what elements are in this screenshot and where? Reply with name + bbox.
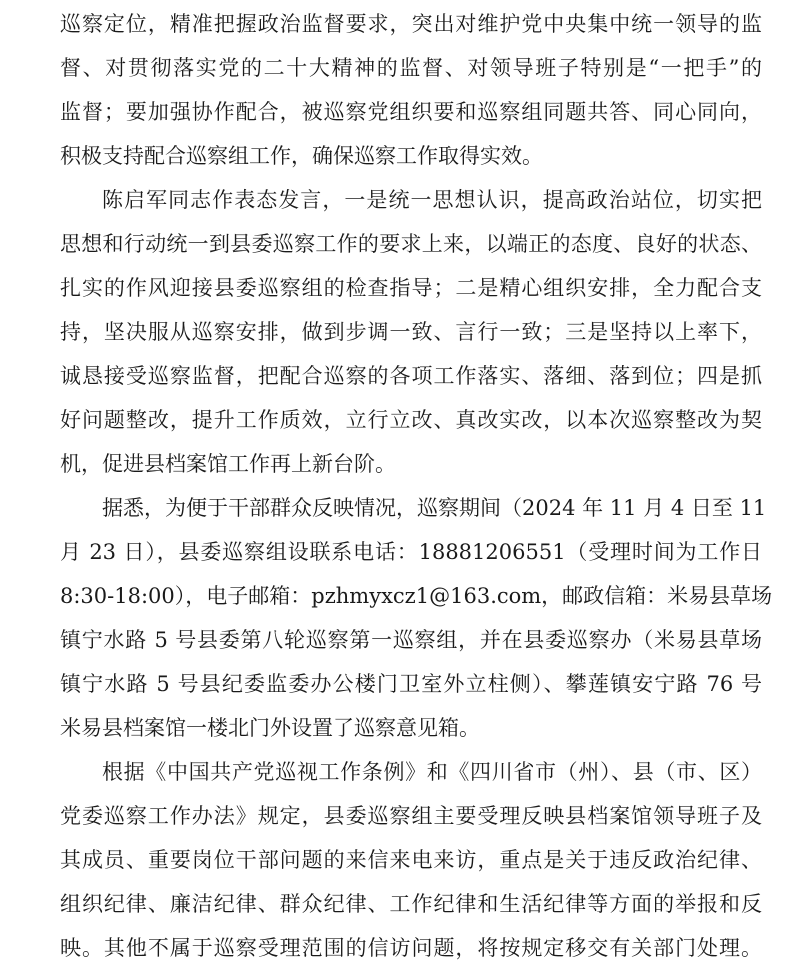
- paragraph-3-line-3: 8:30-18:00），电子邮箱：pzhmyxcz1@163.com，邮政信箱：米易县草场: [60, 584, 773, 608]
- paragraph-1-line-2: 督、对贯彻落实党的二十大精神的监督、对领导班子特别是“一把手”的: [60, 56, 762, 80]
- paragraph-2-line-3: 扎实的作风迎接县委巡察组的检查指导；二是精心组织安排，全力配合支: [60, 276, 762, 300]
- paragraph-4-line-2: 党委巡察工作办法》规定，县委巡察组主要受理反映县档案馆领导班子及: [60, 804, 762, 828]
- paragraph-3-line-4: 镇宁水路 5 号县委第八轮巡察第一巡察组，并在县委巡察办（米易县草场: [60, 628, 762, 652]
- paragraph-3-line-5: 镇宁水路 5 号县纪委监委办公楼门卫室外立柱侧）、攀莲镇安宁路 76 号: [60, 672, 762, 696]
- paragraph-4-line-3: 其成员、重要岗位干部问题的来信来电来访，重点是关于违反政治纪律、: [60, 848, 762, 872]
- paragraph-4-line-4: 组织纪律、廉洁纪律、群众纪律、工作纪律和生活纪律等方面的举报和反: [60, 892, 762, 916]
- paragraph-3-line-2: 月 23 日），县委巡察组设联系电话：18881206551（受理时间为工作日: [60, 540, 762, 564]
- paragraph-2-line-1: 陈启军同志作表态发言，一是统一思想认识，提高政治站位，切实把: [102, 188, 762, 212]
- paragraph-3-line-1: 据悉，为便于干部群众反映情况，巡察期间（2024 年 11 月 4 日至 11: [102, 496, 767, 520]
- paragraph-2-line-6: 好问题整改，提升工作质效，立行立改、真改实改，以本次巡察整改为契: [60, 408, 762, 432]
- paragraph-2-line-7: 机，促进县档案馆工作再上新台阶。: [60, 452, 396, 476]
- paragraph-4-line-5: 映。其他不属于巡察受理范围的信访问题，将按规定移交有关部门处理。: [60, 936, 762, 960]
- paragraph-1-line-1: 巡察定位，精准把握政治监督要求，突出对维护党中央集中统一领导的监: [60, 12, 762, 36]
- paragraph-2-line-2: 思想和行动统一到县委巡察工作的要求上来，以端正的态度、良好的状态、: [60, 232, 762, 256]
- paragraph-1-line-3: 监督；要加强协作配合，被巡察党组织要和巡察组同题共答、同心同向，: [60, 100, 762, 124]
- paragraph-3-line-6: 米易县档案馆一楼北门外设置了巡察意见箱。: [60, 716, 480, 740]
- paragraph-4-line-1: 根据《中国共产党巡视工作条例》和《四川省市（州）、县（市、区）: [102, 760, 762, 784]
- paragraph-1-line-4: 积极支持配合巡察组工作，确保巡察工作取得实效。: [60, 144, 543, 168]
- paragraph-2-line-4: 持，坚决服从巡察安排，做到步调一致、言行一致；三是坚持以上率下，: [60, 320, 762, 344]
- paragraph-2-line-5: 诚恳接受巡察监督，把配合巡察的各项工作落实、落细、落到位；四是抓: [60, 364, 762, 388]
